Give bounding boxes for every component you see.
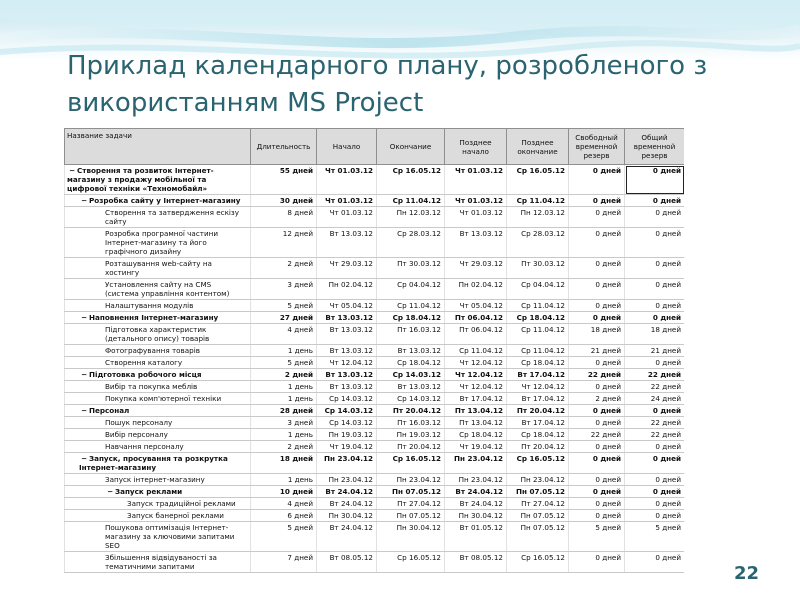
task-name: Фотографування товарів <box>105 346 200 355</box>
cell-finish[interactable]: Пт 16.03.12 <box>377 417 445 429</box>
task-name: Розташування web-сайту на хостингу <box>105 259 212 277</box>
task-name: Створення та розвиток Інтернет-магазину з продажу мобільної та цифрової техніки «Техномобайл» <box>67 166 214 193</box>
cell-start[interactable]: Вт 24.04.12 <box>317 522 377 552</box>
cell-free[interactable]: 0 дней <box>569 381 625 393</box>
cell-free[interactable]: 0 дней <box>569 486 625 498</box>
cell-start[interactable]: Ср 14.03.12 <box>317 405 377 417</box>
cell-dur[interactable]: 5 дней <box>251 357 317 369</box>
task-name-cell[interactable] <box>65 345 251 357</box>
task-name-cell[interactable] <box>65 300 251 312</box>
table-row[interactable] <box>65 441 685 453</box>
cell-lf[interactable]: Вт 17.04.12 <box>507 369 569 381</box>
task-name-cell[interactable] <box>65 474 251 486</box>
task-name: Збільшення відвідуваності за тематичними запитами <box>105 553 217 571</box>
cell-start[interactable]: Вт 24.04.12 <box>317 486 377 498</box>
task-name-cell[interactable] <box>65 258 251 279</box>
table-row[interactable] <box>65 345 685 357</box>
task-name-cell[interactable] <box>65 405 251 417</box>
cell-total[interactable]: 0 дней <box>625 453 685 474</box>
cell-start[interactable]: Чт 01.03.12 <box>317 207 377 228</box>
cell-start[interactable]: Чт 01.03.12 <box>317 165 377 195</box>
cell-ls[interactable]: Пт 06.04.12 <box>445 324 507 345</box>
project-schedule-table <box>64 128 684 573</box>
column-header[interactable]: Длительность <box>251 129 317 165</box>
cell-lf[interactable]: Ср 11.04.12 <box>507 195 569 207</box>
table-row[interactable] <box>65 405 685 417</box>
cell-finish[interactable]: Пт 20.04.12 <box>377 405 445 417</box>
task-name: Налаштування модулів <box>105 301 194 310</box>
table-row[interactable] <box>65 258 685 279</box>
cell-lf[interactable]: Ср 18.04.12 <box>507 429 569 441</box>
cell-ls[interactable]: Вт 17.04.12 <box>445 393 507 405</box>
cell-total[interactable]: 0 дней <box>625 165 685 195</box>
cell-finish[interactable]: Вт 13.03.12 <box>377 345 445 357</box>
table-row[interactable] <box>65 369 685 381</box>
cell-total[interactable]: 0 дней <box>625 405 685 417</box>
table-row[interactable] <box>65 498 685 510</box>
cell-finish[interactable]: Ср 11.04.12 <box>377 195 445 207</box>
task-name: Покупка комп'ютерної техніки <box>105 394 222 403</box>
cell-ls[interactable]: Пт 13.04.12 <box>445 417 507 429</box>
cell-free[interactable]: 5 дней <box>569 522 625 552</box>
cell-ls[interactable]: Чт 12.04.12 <box>445 357 507 369</box>
cell-dur[interactable]: 2 дней <box>251 441 317 453</box>
cell-finish[interactable]: Ср 18.04.12 <box>377 312 445 324</box>
cell-start[interactable]: Вт 13.03.12 <box>317 381 377 393</box>
cell-lf[interactable]: Чт 12.04.12 <box>507 381 569 393</box>
cell-dur[interactable]: 28 дней <box>251 405 317 417</box>
cell-dur[interactable]: 1 день <box>251 429 317 441</box>
cell-total[interactable]: 0 дней <box>625 441 685 453</box>
task-name-cell[interactable] <box>65 522 251 552</box>
cell-finish[interactable]: Пт 20.04.12 <box>377 441 445 453</box>
table-row[interactable] <box>65 195 685 207</box>
cell-lf[interactable]: Пн 07.05.12 <box>507 510 569 522</box>
cell-ls[interactable]: Пн 23.04.12 <box>445 474 507 486</box>
cell-free[interactable]: 2 дней <box>569 393 625 405</box>
task-name-cell[interactable] <box>65 429 251 441</box>
cell-start[interactable]: Пн 30.04.12 <box>317 510 377 522</box>
cell-ls[interactable]: Вт 01.05.12 <box>445 522 507 552</box>
cell-dur[interactable]: 3 дней <box>251 279 317 300</box>
cell-lf[interactable]: Ср 16.05.12 <box>507 165 569 195</box>
cell-ls[interactable]: Вт 24.04.12 <box>445 486 507 498</box>
cell-total[interactable]: 0 дней <box>625 552 685 573</box>
collapse-icon[interactable]: − <box>80 454 88 463</box>
table-row[interactable] <box>65 486 685 498</box>
task-name: Пошук персоналу <box>105 418 173 427</box>
cell-start[interactable]: Вт 13.03.12 <box>317 324 377 345</box>
cell-free[interactable]: 0 дней <box>569 165 625 195</box>
cell-total[interactable]: 22 дней <box>625 369 685 381</box>
table-row[interactable] <box>65 381 685 393</box>
cell-free[interactable]: 22 дней <box>569 369 625 381</box>
slide-title: Приклад календарного плану, розробленого з використанням MS Project <box>67 51 708 118</box>
cell-dur[interactable]: 30 дней <box>251 195 317 207</box>
table-row[interactable] <box>65 552 685 573</box>
column-header[interactable]: Начало <box>317 129 377 165</box>
cell-start[interactable]: Вт 13.03.12 <box>317 369 377 381</box>
task-name-cell[interactable] <box>65 381 251 393</box>
cell-free[interactable]: 0 дней <box>569 228 625 258</box>
cell-free[interactable]: 18 дней <box>569 324 625 345</box>
cell-dur[interactable]: 1 день <box>251 474 317 486</box>
cell-free[interactable]: 0 дней <box>569 552 625 573</box>
cell-dur[interactable]: 4 дней <box>251 498 317 510</box>
collapse-icon[interactable]: − <box>80 196 88 205</box>
cell-dur[interactable]: 2 дней <box>251 258 317 279</box>
cell-lf[interactable]: Пт 20.04.12 <box>507 441 569 453</box>
task-name-cell[interactable] <box>65 207 251 228</box>
cell-start[interactable]: Ср 14.03.12 <box>317 417 377 429</box>
task-name: Установлення сайту на CMS (система управління контентом) <box>105 280 230 298</box>
cell-total[interactable]: 24 дней <box>625 393 685 405</box>
cell-ls[interactable]: Пн 02.04.12 <box>445 279 507 300</box>
cell-free[interactable]: 0 дней <box>569 195 625 207</box>
table-row[interactable] <box>65 324 685 345</box>
task-name-cell[interactable] <box>65 279 251 300</box>
task-name-cell[interactable] <box>65 195 251 207</box>
cell-free[interactable]: 0 дней <box>569 417 625 429</box>
table-row[interactable] <box>65 279 685 300</box>
page-number: 22 <box>733 563 759 584</box>
cell-total[interactable]: 5 дней <box>625 522 685 552</box>
cell-free[interactable]: 0 дней <box>569 312 625 324</box>
cell-lf[interactable]: Ср 18.04.12 <box>507 312 569 324</box>
cell-start[interactable]: Ср 14.03.12 <box>317 393 377 405</box>
table-body <box>65 165 685 573</box>
cell-free[interactable]: 22 дней <box>569 429 625 441</box>
cell-lf[interactable]: Ср 28.03.12 <box>507 228 569 258</box>
cell-finish[interactable]: Ср 16.05.12 <box>377 453 445 474</box>
cell-finish[interactable]: Пн 12.03.12 <box>377 207 445 228</box>
cell-start[interactable]: Пн 19.03.12 <box>317 429 377 441</box>
task-name-cell[interactable] <box>65 510 251 522</box>
cell-start[interactable]: Вт 13.03.12 <box>317 345 377 357</box>
task-name: Наповнення Інтернет-магазину <box>89 313 219 322</box>
table-row[interactable] <box>65 312 685 324</box>
task-name: Запуск банерної реклами <box>127 511 224 520</box>
cell-total[interactable]: 0 дней <box>625 474 685 486</box>
cell-free[interactable]: 0 дней <box>569 207 625 228</box>
cell-free[interactable]: 0 дней <box>569 453 625 474</box>
cell-finish[interactable]: Ср 11.04.12 <box>377 300 445 312</box>
cell-ls[interactable]: Чт 19.04.12 <box>445 441 507 453</box>
table-row[interactable] <box>65 429 685 441</box>
cell-start[interactable]: Пн 02.04.12 <box>317 279 377 300</box>
task-name-cell[interactable] <box>65 498 251 510</box>
cell-dur[interactable]: 27 дней <box>251 312 317 324</box>
cell-finish[interactable]: Пн 30.04.12 <box>377 522 445 552</box>
task-name: Підготовка характеристик (детального опису) товарів <box>105 325 210 343</box>
table-row[interactable] <box>65 300 685 312</box>
collapse-icon[interactable]: − <box>80 313 88 322</box>
cell-dur[interactable]: 1 день <box>251 345 317 357</box>
cell-lf[interactable]: Ср 04.04.12 <box>507 279 569 300</box>
task-name-cell[interactable] <box>65 324 251 345</box>
cell-lf[interactable]: Пт 30.03.12 <box>507 258 569 279</box>
cell-free[interactable]: 0 дней <box>569 357 625 369</box>
collapse-icon[interactable]: − <box>80 406 88 415</box>
task-name: Запуск реклами <box>115 487 183 496</box>
table-row[interactable] <box>65 510 685 522</box>
task-name: Розробка сайту у Інтернет-магазину <box>89 196 241 205</box>
task-name: Запуск, просування та розкрутка Інтернет-магазину <box>79 454 228 472</box>
task-name-cell[interactable] <box>65 417 251 429</box>
cell-free[interactable]: 0 дней <box>569 498 625 510</box>
cell-dur[interactable]: 1 день <box>251 381 317 393</box>
cell-free[interactable]: 0 дней <box>569 258 625 279</box>
cell-free[interactable]: 0 дней <box>569 405 625 417</box>
cell-total[interactable]: 0 дней <box>625 510 685 522</box>
cell-ls[interactable]: Чт 12.04.12 <box>445 369 507 381</box>
cell-free[interactable]: 0 дней <box>569 441 625 453</box>
cell-lf[interactable]: Ср 11.04.12 <box>507 300 569 312</box>
cell-finish[interactable]: Ср 14.03.12 <box>377 369 445 381</box>
task-name: Вибір та покупка меблів <box>105 382 198 391</box>
task-name-cell[interactable] <box>65 486 251 498</box>
cell-total[interactable]: 0 дней <box>625 498 685 510</box>
cell-ls[interactable]: Чт 05.04.12 <box>445 300 507 312</box>
column-header[interactable]: Свободный временной резерв <box>569 129 625 165</box>
collapse-icon[interactable]: − <box>80 370 88 379</box>
cell-ls[interactable]: Вт 13.03.12 <box>445 228 507 258</box>
cell-finish[interactable]: Ср 28.03.12 <box>377 228 445 258</box>
table-row[interactable] <box>65 522 685 552</box>
column-header[interactable]: Название задачи <box>65 129 251 165</box>
cell-start[interactable]: Пн 23.04.12 <box>317 453 377 474</box>
column-header[interactable]: Общий временной резерв <box>625 129 685 165</box>
cell-finish[interactable]: Пт 16.03.12 <box>377 324 445 345</box>
cell-ls[interactable]: Пн 23.04.12 <box>445 453 507 474</box>
cell-lf[interactable]: Ср 11.04.12 <box>507 345 569 357</box>
cell-lf[interactable]: Пт 27.04.12 <box>507 498 569 510</box>
task-name-cell[interactable] <box>65 369 251 381</box>
cell-total[interactable]: 0 дней <box>625 312 685 324</box>
cell-total[interactable]: 0 дней <box>625 357 685 369</box>
cell-lf[interactable]: Ср 11.04.12 <box>507 324 569 345</box>
cell-total[interactable]: 22 дней <box>625 429 685 441</box>
cell-dur[interactable]: 6 дней <box>251 510 317 522</box>
cell-dur[interactable]: 5 дней <box>251 300 317 312</box>
cell-ls[interactable]: Чт 01.03.12 <box>445 207 507 228</box>
cell-start[interactable]: Чт 12.04.12 <box>317 357 377 369</box>
cell-total[interactable]: 18 дней <box>625 324 685 345</box>
cell-ls[interactable]: Чт 12.04.12 <box>445 381 507 393</box>
task-name: Персонал <box>89 406 130 415</box>
table-row[interactable] <box>65 393 685 405</box>
task-name: Створення та затвердження ескізу сайту <box>105 208 240 226</box>
task-name-cell[interactable] <box>65 312 251 324</box>
cell-ls[interactable]: Пт 06.04.12 <box>445 312 507 324</box>
cell-lf[interactable]: Пн 07.05.12 <box>507 486 569 498</box>
cell-total[interactable]: 0 дней <box>625 207 685 228</box>
cell-dur[interactable]: 1 день <box>251 393 317 405</box>
cell-dur[interactable]: 2 дней <box>251 369 317 381</box>
cell-start[interactable]: Чт 29.03.12 <box>317 258 377 279</box>
cell-dur[interactable]: 7 дней <box>251 552 317 573</box>
table-row[interactable] <box>65 453 685 474</box>
table-row[interactable] <box>65 165 685 195</box>
cell-lf[interactable]: Вт 17.04.12 <box>507 417 569 429</box>
task-name-cell[interactable] <box>65 441 251 453</box>
cell-lf[interactable]: Ср 18.04.12 <box>507 357 569 369</box>
cell-ls[interactable]: Ср 18.04.12 <box>445 429 507 441</box>
project-schedule-table-container <box>64 128 684 600</box>
cell-start[interactable]: Чт 01.03.12 <box>317 195 377 207</box>
cell-total[interactable]: 22 дней <box>625 381 685 393</box>
task-name-cell[interactable] <box>65 228 251 258</box>
cell-dur[interactable]: 12 дней <box>251 228 317 258</box>
cell-dur[interactable]: 55 дней <box>251 165 317 195</box>
cell-lf[interactable]: Пн 07.05.12 <box>507 522 569 552</box>
cell-ls[interactable]: Пн 30.04.12 <box>445 510 507 522</box>
cell-finish[interactable]: Ср 04.04.12 <box>377 279 445 300</box>
task-name-cell[interactable] <box>65 393 251 405</box>
collapse-icon[interactable]: − <box>68 166 76 175</box>
cell-start[interactable]: Вт 08.05.12 <box>317 552 377 573</box>
task-name: Створення каталогу <box>105 358 183 367</box>
cell-finish[interactable]: Ср 16.05.12 <box>377 165 445 195</box>
cell-dur[interactable]: 5 дней <box>251 522 317 552</box>
cell-ls[interactable]: Пт 13.04.12 <box>445 405 507 417</box>
task-name: Запуск традиційної реклами <box>127 499 236 508</box>
cell-lf[interactable]: Пн 12.03.12 <box>507 207 569 228</box>
cell-dur[interactable]: 8 дней <box>251 207 317 228</box>
cell-lf[interactable]: Пт 20.04.12 <box>507 405 569 417</box>
cell-dur[interactable]: 18 дней <box>251 453 317 474</box>
cell-total[interactable]: 0 дней <box>625 279 685 300</box>
table-row[interactable] <box>65 207 685 228</box>
cell-total[interactable]: 21 дней <box>625 345 685 357</box>
cell-finish[interactable]: Вт 13.03.12 <box>377 381 445 393</box>
column-header[interactable]: Позднее окончание <box>507 129 569 165</box>
task-name-cell[interactable] <box>65 165 251 195</box>
cell-ls[interactable]: Чт 01.03.12 <box>445 165 507 195</box>
cell-ls[interactable]: Вт 24.04.12 <box>445 498 507 510</box>
cell-ls[interactable]: Ср 11.04.12 <box>445 345 507 357</box>
cell-finish[interactable]: Пн 07.05.12 <box>377 510 445 522</box>
cell-finish[interactable]: Пн 07.05.12 <box>377 486 445 498</box>
cell-lf[interactable]: Ср 16.05.12 <box>507 453 569 474</box>
cell-free[interactable]: 21 дней <box>569 345 625 357</box>
column-header[interactable]: Окончание <box>377 129 445 165</box>
task-name: Вибір персоналу <box>105 430 168 439</box>
cell-start[interactable]: Вт 13.03.12 <box>317 228 377 258</box>
task-name-cell[interactable] <box>65 453 251 474</box>
cell-start[interactable]: Пн 23.04.12 <box>317 474 377 486</box>
table-row[interactable] <box>65 357 685 369</box>
cell-ls[interactable]: Чт 29.03.12 <box>445 258 507 279</box>
task-name: Підготовка робочого місця <box>89 370 202 379</box>
cell-lf[interactable]: Пн 23.04.12 <box>507 474 569 486</box>
cell-free[interactable]: 0 дней <box>569 279 625 300</box>
task-name-cell[interactable] <box>65 552 251 573</box>
cell-lf[interactable]: Ср 16.05.12 <box>507 552 569 573</box>
cell-start[interactable]: Вт 24.04.12 <box>317 498 377 510</box>
task-name-cell[interactable] <box>65 357 251 369</box>
cell-dur[interactable]: 4 дней <box>251 324 317 345</box>
cell-total[interactable]: 0 дней <box>625 228 685 258</box>
cell-finish[interactable]: Ср 14.03.12 <box>377 393 445 405</box>
table-row[interactable] <box>65 417 685 429</box>
cell-start[interactable]: Вт 13.03.12 <box>317 312 377 324</box>
cell-total[interactable]: 0 дней <box>625 300 685 312</box>
cell-ls[interactable]: Вт 08.05.12 <box>445 552 507 573</box>
cell-finish[interactable]: Пт 30.03.12 <box>377 258 445 279</box>
task-name: Запуск інтернет-магазину <box>105 475 205 484</box>
table-row[interactable] <box>65 228 685 258</box>
cell-total[interactable]: 0 дней <box>625 258 685 279</box>
table-header-row <box>65 129 685 165</box>
cell-total[interactable]: 22 дней <box>625 417 685 429</box>
cell-free[interactable]: 0 дней <box>569 300 625 312</box>
cell-finish[interactable]: Пн 23.04.12 <box>377 474 445 486</box>
cell-dur[interactable]: 3 дней <box>251 417 317 429</box>
cell-finish[interactable]: Пт 27.04.12 <box>377 498 445 510</box>
cell-start[interactable]: Чт 05.04.12 <box>317 300 377 312</box>
cell-lf[interactable]: Вт 17.04.12 <box>507 393 569 405</box>
cell-start[interactable]: Чт 19.04.12 <box>317 441 377 453</box>
cell-finish[interactable]: Пн 19.03.12 <box>377 429 445 441</box>
cell-dur[interactable]: 10 дней <box>251 486 317 498</box>
collapse-icon[interactable]: − <box>106 487 114 496</box>
task-name: Розробка програмної частини Інтернет-магазину та його графічного дизайну <box>105 229 219 256</box>
cell-finish[interactable]: Ср 16.05.12 <box>377 552 445 573</box>
cell-total[interactable]: 0 дней <box>625 195 685 207</box>
cell-free[interactable]: 0 дней <box>569 510 625 522</box>
cell-finish[interactable]: Ср 18.04.12 <box>377 357 445 369</box>
cell-ls[interactable]: Чт 01.03.12 <box>445 195 507 207</box>
cell-free[interactable]: 0 дней <box>569 474 625 486</box>
task-name: Пошукова оптимізація Інтернет-магазину за ключовими запитами SEO <box>105 523 235 550</box>
cell-total[interactable]: 0 дней <box>625 486 685 498</box>
task-name: Навчання персоналу <box>105 442 184 451</box>
table-row[interactable] <box>65 474 685 486</box>
column-header[interactable]: Позднее начало <box>445 129 507 165</box>
